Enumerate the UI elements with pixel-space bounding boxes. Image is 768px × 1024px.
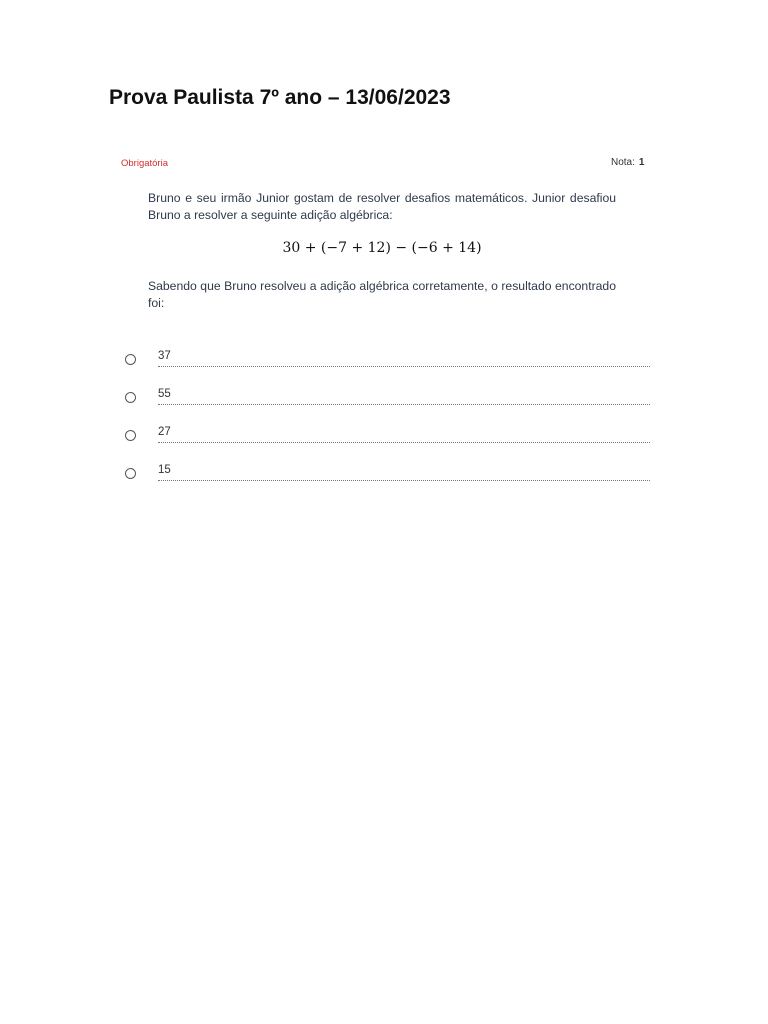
radio-unselected-icon[interactable] (125, 354, 136, 365)
answer-option-2[interactable] (123, 388, 650, 410)
answer-option-4[interactable] (123, 464, 650, 486)
math-expression: 30 + (−7 + 12) − (−6 + 14) (282, 240, 482, 256)
grade (611, 157, 644, 168)
option-label: 27 (158, 426, 171, 438)
radio-unselected-icon[interactable] (125, 468, 136, 479)
option-underline (158, 426, 650, 443)
option-label: 37 (158, 350, 171, 362)
document-title: Prova Paulista 7º ano – 13/06/2023 (109, 86, 451, 109)
question-prompt: Sabendo que Bruno resolveu a adição algébrica corretamente, o resultado encontrado foi: (148, 279, 616, 310)
radio-unselected-icon[interactable] (125, 430, 136, 441)
radio-unselected-icon[interactable] (125, 392, 136, 403)
option-label: 55 (158, 388, 171, 400)
question-statement: Bruno e seu irmão Junior gostam de resolver desafios matemáticos. Junior desafiou Bruno a resolver a seguinte adição algébrica: (148, 191, 616, 222)
required-label: Obrigatória (121, 158, 168, 169)
grade-value: 1 (638, 157, 645, 168)
option-underline (158, 350, 650, 367)
option-label: 15 (158, 464, 171, 476)
option-underline (158, 388, 650, 405)
answer-option-3[interactable] (123, 426, 650, 448)
grade-label: Nota: (611, 157, 635, 168)
answer-option-1[interactable] (123, 350, 650, 372)
option-underline (158, 464, 650, 481)
